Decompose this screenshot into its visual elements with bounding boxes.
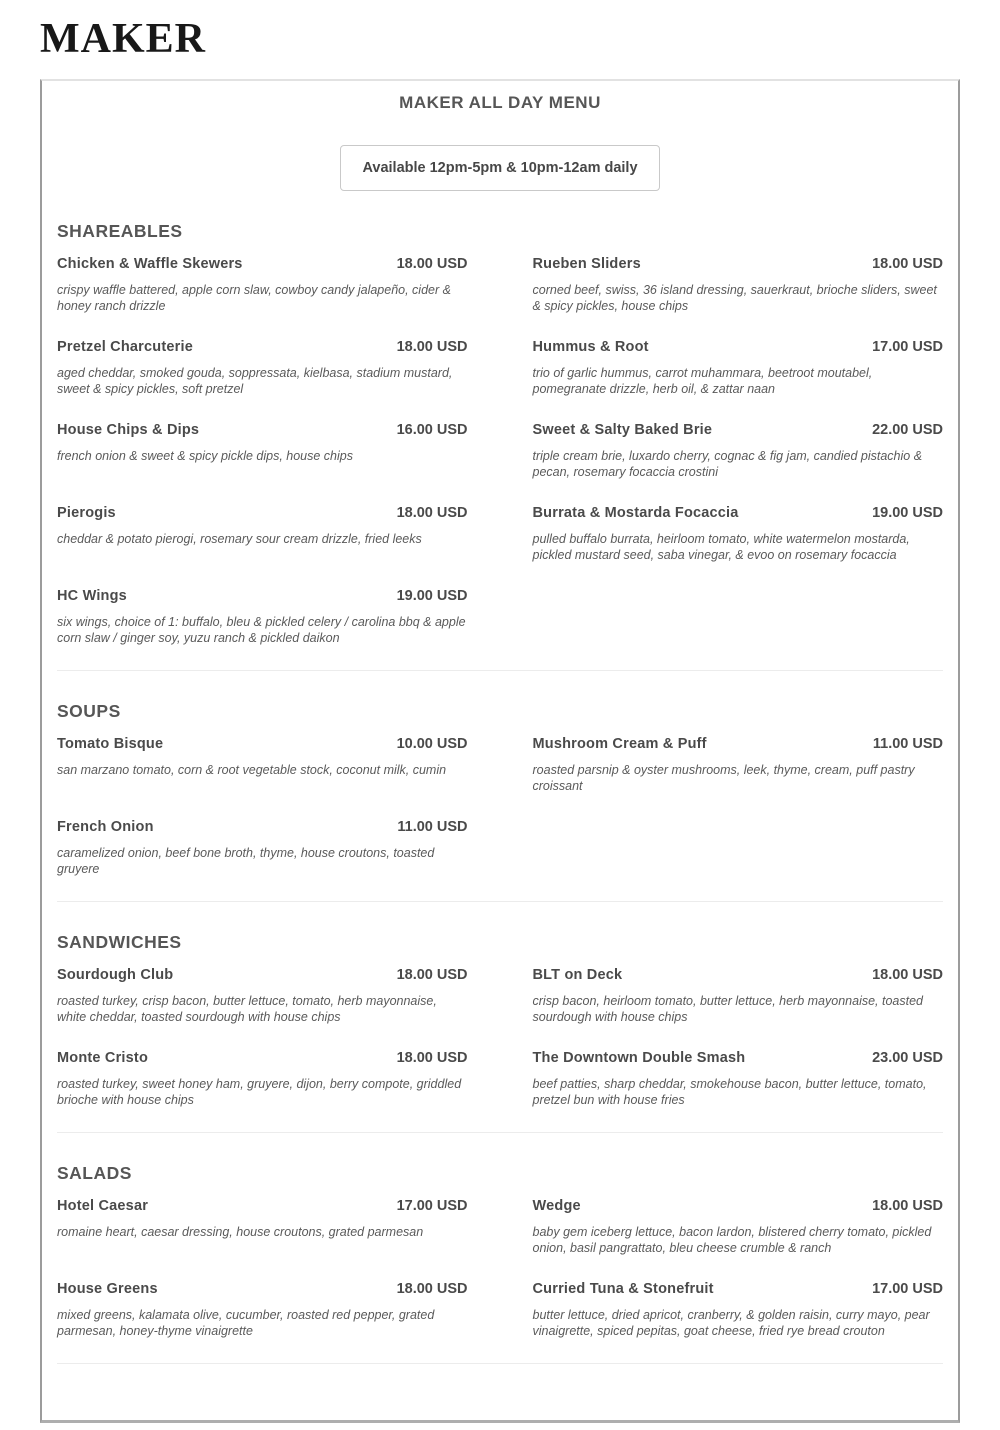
- item-header: [57, 819, 468, 835]
- menu-item: [57, 1050, 468, 1110]
- section-title: SANDWICHES: [57, 932, 182, 953]
- item-description: aged cheddar, smoked gouda, soppressata, kielbasa, stadium mustard, sweet & spicy pickles, soft pretzel: [57, 366, 453, 397]
- item-description: roasted turkey, crisp bacon, butter lettuce, tomato, herb mayonnaise, white cheddar, toasted sourdough with house chips: [57, 994, 437, 1025]
- section-items: [57, 256, 943, 648]
- item-price: 18.00 USD: [396, 1050, 468, 1067]
- menu-item: [57, 339, 468, 399]
- item-name: House Chips & Dips: [57, 422, 200, 439]
- menu-item: [533, 505, 944, 565]
- section-title: SALADS: [57, 1163, 132, 1184]
- section-divider: [57, 1132, 943, 1133]
- menu-item: [533, 967, 944, 1027]
- menu-item: [57, 1281, 468, 1341]
- item-description: butter lettuce, dried apricot, cranberry, & golden raisin, curry mayo, pear vinaigrette, spiced pepitas, goat cheese, fried rye bread crouton: [532, 1308, 930, 1339]
- item-header: [533, 339, 944, 355]
- item-name: Rueben Sliders: [532, 256, 641, 273]
- item-name: Wedge: [532, 1198, 581, 1215]
- item-name: Tomato Bisque: [57, 736, 164, 753]
- item-name: Sweet & Salty Baked Brie: [532, 422, 713, 439]
- menu-item: [533, 1198, 944, 1258]
- menu-item: [57, 588, 468, 648]
- item-price: 17.00 USD: [396, 1198, 468, 1215]
- item-header: [57, 736, 468, 752]
- item-price: 17.00 USD: [872, 1281, 943, 1298]
- item-name: Hummus & Root: [532, 339, 649, 356]
- item-price: 18.00 USD: [396, 339, 468, 356]
- section-title: SOUPS: [57, 701, 121, 722]
- menu-item: [533, 736, 944, 796]
- item-price: 18.00 USD: [872, 256, 943, 273]
- item-name: Hotel Caesar: [57, 1198, 149, 1215]
- item-name: House Greens: [57, 1281, 158, 1298]
- item-price: 17.00 USD: [872, 339, 943, 356]
- menu-item: [533, 339, 944, 399]
- item-name: BLT on Deck: [532, 967, 623, 984]
- item-name: Mushroom Cream & Puff: [532, 736, 707, 753]
- item-header: [57, 256, 468, 272]
- item-header: [533, 1050, 944, 1066]
- item-description: roasted turkey, sweet honey ham, gruyere, dijon, berry compote, griddled brioche with house chips: [57, 1077, 462, 1108]
- item-name: Pierogis: [57, 505, 116, 522]
- item-header: [57, 1050, 468, 1066]
- menu-item: [57, 736, 468, 796]
- item-price: 22.00 USD: [872, 422, 943, 439]
- item-header: [57, 505, 468, 521]
- section-items: [57, 1198, 943, 1341]
- menu-item: [533, 1050, 944, 1110]
- menu-section: [57, 221, 943, 671]
- restaurant-logo: MAKER: [40, 16, 206, 62]
- item-header: [533, 422, 944, 438]
- item-header: [533, 967, 944, 983]
- item-name: Pretzel Charcuterie: [57, 339, 193, 356]
- item-header: [57, 967, 468, 983]
- item-name: The Downtown Double Smash: [532, 1050, 746, 1067]
- item-header: [533, 736, 944, 752]
- item-price: 11.00 USD: [872, 736, 943, 753]
- item-description: baby gem iceberg lettuce, bacon lardon, blistered cherry tomato, pickled onion, basil pangrattato, bleu cheese crumble & ranch: [532, 1225, 932, 1256]
- item-name: Sourdough Club: [57, 967, 174, 984]
- item-description: romaine heart, caesar dressing, house croutons, grated parmesan: [57, 1225, 424, 1240]
- item-price: 19.00 USD: [872, 505, 943, 522]
- menu-sections: [57, 221, 943, 1364]
- section-items: [57, 967, 943, 1110]
- item-description: corned beef, swiss, 36 island dressing, sauerkraut, brioche sliders, sweet & spicy pickles, house chips: [532, 283, 937, 314]
- item-description: caramelized onion, beef bone broth, thyme, house croutons, toasted gruyere: [57, 846, 435, 877]
- item-description: triple cream brie, luxardo cherry, cognac & fig jam, candied pistachio & pecan, rosemary focaccia crostini: [532, 449, 923, 480]
- item-header: [57, 1281, 468, 1297]
- item-price: 18.00 USD: [396, 256, 468, 273]
- item-price: 18.00 USD: [396, 505, 468, 522]
- item-header: [533, 1198, 944, 1214]
- availability-box: [340, 145, 660, 191]
- item-name: Curried Tuna & Stonefruit: [532, 1281, 714, 1298]
- menu-item: [57, 256, 468, 316]
- menu-item: [57, 505, 468, 565]
- item-name: HC Wings: [57, 588, 127, 605]
- item-name: French Onion: [57, 819, 154, 836]
- item-price: 23.00 USD: [872, 1050, 943, 1067]
- menu-item: [533, 256, 944, 316]
- item-header: [57, 422, 468, 438]
- item-description: san marzano tomato, corn & root vegetable stock, coconut milk, cumin: [57, 763, 447, 778]
- item-price: 18.00 USD: [396, 967, 468, 984]
- item-price: 18.00 USD: [872, 1198, 943, 1215]
- item-name: Burrata & Mostarda Focaccia: [532, 505, 739, 522]
- section-title: SHAREABLES: [57, 221, 183, 242]
- item-price: 19.00 USD: [396, 588, 468, 605]
- item-description: roasted parsnip & oyster mushrooms, leek, thyme, cream, puff pastry croissant: [532, 763, 915, 794]
- item-description: six wings, choice of 1: buffalo, bleu & pickled celery / carolina bbq & apple corn slaw / ginger soy, yuzu ranch & pickled daikon: [57, 615, 466, 646]
- item-description: beef patties, sharp cheddar, smokehouse bacon, butter lettuce, tomato, pretzel bun with house fries: [532, 1077, 927, 1108]
- item-header: [57, 588, 468, 604]
- item-price: 18.00 USD: [872, 967, 943, 984]
- section-divider: [57, 1363, 943, 1364]
- availability-text: Available 12pm-5pm & 10pm-12am daily: [362, 160, 638, 177]
- item-name: Monte Cristo: [57, 1050, 149, 1067]
- item-description: french onion & sweet & spicy pickle dips, house chips: [57, 449, 353, 464]
- availability-row: [57, 145, 943, 191]
- menu-page: [0, 16, 1000, 1423]
- item-description: trio of garlic hummus, carrot muhammara, beetroot moutabel, pomegranate drizzle, herb oil, & zattar naan: [532, 366, 873, 397]
- item-price: 11.00 USD: [397, 819, 468, 836]
- item-header: [533, 256, 944, 272]
- item-description: pulled buffalo burrata, heirloom tomato, white watermelon mostarda, pickled mustard seed, saba vinegar, & evoo on rosemary focaccia: [532, 532, 910, 563]
- item-header: [57, 1198, 468, 1214]
- menu-title: MAKER ALL DAY MENU: [399, 93, 601, 113]
- item-description: mixed greens, kalamata olive, cucumber, roasted red pepper, grated parmesan, honey-thyme vinaigrette: [57, 1308, 435, 1339]
- menu-item: [533, 1281, 944, 1341]
- menu-card: [40, 79, 960, 1423]
- item-price: 16.00 USD: [396, 422, 468, 439]
- item-price: 18.00 USD: [396, 1281, 468, 1298]
- menu-section: [57, 932, 943, 1133]
- section-divider: [57, 670, 943, 671]
- section-divider: [57, 901, 943, 902]
- item-price: 10.00 USD: [396, 736, 468, 753]
- item-description: crispy waffle battered, apple corn slaw, cowboy candy jalapeño, cider & honey ranch drizzle: [57, 283, 451, 314]
- menu-item: [57, 422, 468, 482]
- menu-item: [57, 819, 468, 879]
- menu-item: [57, 967, 468, 1027]
- item-header: [533, 505, 944, 521]
- menu-section: [57, 1163, 943, 1364]
- item-description: crisp bacon, heirloom tomato, butter lettuce, herb mayonnaise, toasted sourdough with house chips: [532, 994, 923, 1025]
- item-name: Chicken & Waffle Skewers: [57, 256, 243, 273]
- item-description: cheddar & potato pierogi, rosemary sour cream drizzle, fried leeks: [57, 532, 422, 547]
- section-items: [57, 736, 943, 879]
- menu-item: [57, 1198, 468, 1258]
- item-header: [533, 1281, 944, 1297]
- menu-item: [533, 422, 944, 482]
- menu-section: [57, 701, 943, 902]
- item-header: [57, 339, 468, 355]
